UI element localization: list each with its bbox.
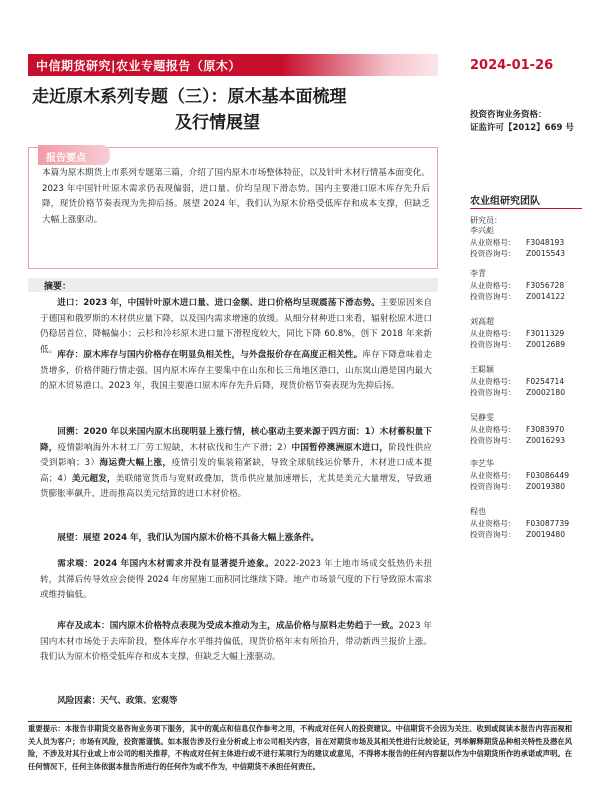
review-text-2: 阶段性供应受到影响；3） xyxy=(40,442,432,469)
paragraph-demand-lead: 需求端：2024 年国内木材需求并没有显著提升迹象。 xyxy=(57,559,275,569)
advisory-number: Z0019380 xyxy=(526,482,566,491)
report-title-line2: 及行情展望 xyxy=(175,113,260,133)
review-lead: 回溯：2020 年以来国内原木出现明显上涨行情， xyxy=(57,427,251,437)
summary-text: 本篇为原木期货上市系列专题第三篇，介绍了国内原木市场整体特征，以及针叶木材行情基本面变化。2023 年中国针叶原木需求仍表现偏弱，进口量、价均呈现下滑态势。国内主要港口原木库存先升后降，现货价格节奏表现为先抑后扬。展望 2024 年，我们认为原木价格受低库存和成本支撑，但缺乏大幅上涨驱动。 xyxy=(42,168,430,225)
paragraph-demand xyxy=(40,557,432,604)
practice-label: 从业资格号： xyxy=(470,470,516,480)
practice-number: F3056728 xyxy=(526,280,565,290)
review-text-3: 疫情引发的集装箱紧缺，导致全球航线运价攀升，木材进口成本提高；4） xyxy=(40,458,432,484)
advisory-number: Z0015543 xyxy=(526,249,566,258)
researchers-label: 研究员： xyxy=(470,216,502,225)
advisory-label: 投资咨询号： xyxy=(470,436,516,445)
license-label: 投资咨询业务资格： xyxy=(470,110,547,120)
advisory-label: 投资咨询号： xyxy=(470,249,516,258)
abstract-label: 摘要： xyxy=(44,282,72,292)
practice-number: F03086449 xyxy=(526,470,570,480)
advisory-number: Z0016293 xyxy=(526,436,566,445)
practice-label: 从业资格号： xyxy=(470,376,516,386)
paragraph-review xyxy=(40,425,432,503)
advisory-label: 投资咨询号： xyxy=(470,530,516,539)
researcher-card xyxy=(470,506,590,541)
disclaimer: 重要提示：本报告非期货交易咨询业务项下服务，其中的观点和信息仅作参考之用，不构成对任何人的投资建议。中信期货不会因为关注、收到或阅读本报告内容而视相关人员为客户；市场有风险，投资需谨慎。如本报告涉及行业分析或上市公司相关内容，旨在对期货市场及其相关性进行比较论证，列举解释期货品种相关特性及潜在风险，不涉及对其行业或上市公司的相关推荐，不构成对任何主体进行或不进行某项行为的建议或意见，不得将本报告的任何内容据以作为中信期货所作的承诺或声明。在任何情况下，任何主体依据本报告所进行的任何作为或不作为，中信期货不承担任何责任。 xyxy=(28,724,572,771)
researcher-name: 王聪颖 xyxy=(470,365,494,374)
report-title-line1: 走近原木系列专题（三）：原木基本面梳理 xyxy=(32,87,347,107)
paragraph-inventory-cost-lead: 库存及成本：国内原木价格特点表现为受成本推动为主，成品价格与原料走势趋于一致。 xyxy=(57,621,399,631)
researcher-card xyxy=(470,458,590,493)
abstract-header-bar xyxy=(28,278,438,292)
disclaimer-divider xyxy=(28,721,572,722)
advisory-label: 投资咨询号： xyxy=(470,482,516,491)
review-text-1: 疫情影响海外木材工厂劳工短缺，木材砍伐和生产下滑；2） xyxy=(57,442,292,453)
paragraph-import-lead: 进口：2023 年，中国针叶原木进口量、进口金额、进口价格均呈现震荡下滑态势。 xyxy=(57,298,380,308)
researcher-card xyxy=(470,268,590,303)
review-driver-1: 核心驱动主要来源于四方面：1）木材蓄积量下降， xyxy=(40,427,432,453)
outlook-lead: 展望：展望 2024 年， xyxy=(57,533,148,543)
practice-number: F3011329 xyxy=(526,328,565,338)
practice-number: F3048193 xyxy=(526,237,565,247)
researcher-name: 吴静雯 xyxy=(470,413,494,422)
team-divider xyxy=(470,208,582,209)
practice-label: 从业资格号： xyxy=(470,237,516,247)
researcher-card xyxy=(470,364,590,399)
advisory-label: 投资咨询号： xyxy=(470,388,516,397)
researcher-card xyxy=(470,412,590,447)
practice-label: 从业资格号： xyxy=(470,328,516,338)
paragraph-inventory-body: 库存下降意味着走货增多，价格伴随行情走强。国内原木库存主要集中在山东和长三角地区港口，山东岚山港是国内最大的原木贸易港口。2023 年，我国主要港口原木库存先升后降，现货价格节奏表现为先抑后扬。 xyxy=(40,350,432,392)
team-title: 农业组研究团队 xyxy=(470,196,540,207)
outlook-conclusion: 我们认为国内原木价格不具备大幅上涨条件。 xyxy=(147,533,320,543)
researcher-name: 刘高超 xyxy=(470,317,494,326)
advisory-number: Z0012689 xyxy=(526,340,566,349)
summary-tag: 报告要点 xyxy=(38,145,110,165)
researcher-card xyxy=(470,225,590,260)
review-driver-2: 中国暂停澳洲原木进口， xyxy=(291,442,389,453)
paragraph-inventory-cost xyxy=(40,619,432,666)
advisory-number: Z0002180 xyxy=(526,388,566,397)
advisory-label: 投资咨询号： xyxy=(470,292,516,301)
researcher-name: 李兴彪 xyxy=(470,226,494,235)
advisory-label: 投资咨询号： xyxy=(470,340,516,349)
review-driver-4: 美元超发， xyxy=(71,473,116,484)
paragraph-demand-body: 2022-2023 年土地市场成交低热仍未扭转，其滞后传导效应会使得 2024 年房屋施工面积同比继续下降。地产市场景气度的下行导致原木需求或维持偏低。 xyxy=(40,559,432,601)
brand-title: 中信期货研究|农业专题报告（原木） xyxy=(36,59,241,73)
practice-number: F0254714 xyxy=(526,376,565,386)
practice-number: F03087739 xyxy=(526,518,570,528)
paragraph-inventory-lead: 库存：原木库存与国内价格存在明显负相关性，与外盘报价存在高度正相关性。 xyxy=(57,350,363,360)
practice-number: F3083970 xyxy=(526,424,565,434)
researcher-name: 程也 xyxy=(470,507,486,516)
review-text-4: 美联储宽货币与宽财政叠加，货币供应量加速增长，尤其是美元大量增发，导致通货膨胀率飙升，进而推高以美元结算的进口木材价格。 xyxy=(40,473,432,500)
practice-label: 从业资格号： xyxy=(470,518,516,528)
practice-label: 从业资格号： xyxy=(470,280,516,290)
researcher-name: 李艺华 xyxy=(470,459,494,468)
paragraph-inventory-cost-body: 2023 年国内木材市场处于去库阶段，整体库存水平维持偏低，现货价格年末有所抬升，带动新西兰报价上涨。我们认为原木价格受低库存和成本支撑，但缺乏大幅上涨驱动。 xyxy=(40,621,432,663)
paragraph-import-body: 主要原因来自于德国和俄罗斯的木材供应量下降，以及国内需求增速的放缓。从细分材种进口来看，辐射松原木进口仍稳居首位，降幅偏小；云杉和冷杉原木进口量下滑程度较大，同比下降 60.8%，创下 2018 年来新低。 xyxy=(40,298,432,355)
paragraph-risk xyxy=(40,694,432,710)
report-date: 2024-01-26 xyxy=(470,58,554,73)
paragraph-inventory xyxy=(40,348,432,395)
practice-label: 从业资格号： xyxy=(470,424,516,434)
advisory-number: Z0014122 xyxy=(526,292,566,301)
paragraph-outlook xyxy=(40,531,432,547)
researcher-name: 李青 xyxy=(470,269,486,278)
review-driver-3: 海运费大幅上涨， xyxy=(99,458,172,469)
researcher-card xyxy=(470,316,590,351)
license-number: 证监许可【2012】669 号 xyxy=(470,123,574,133)
risk-factors: 风险因素：天气、政策、宏观等 xyxy=(57,696,178,706)
advisory-number: Z0019480 xyxy=(526,530,566,539)
